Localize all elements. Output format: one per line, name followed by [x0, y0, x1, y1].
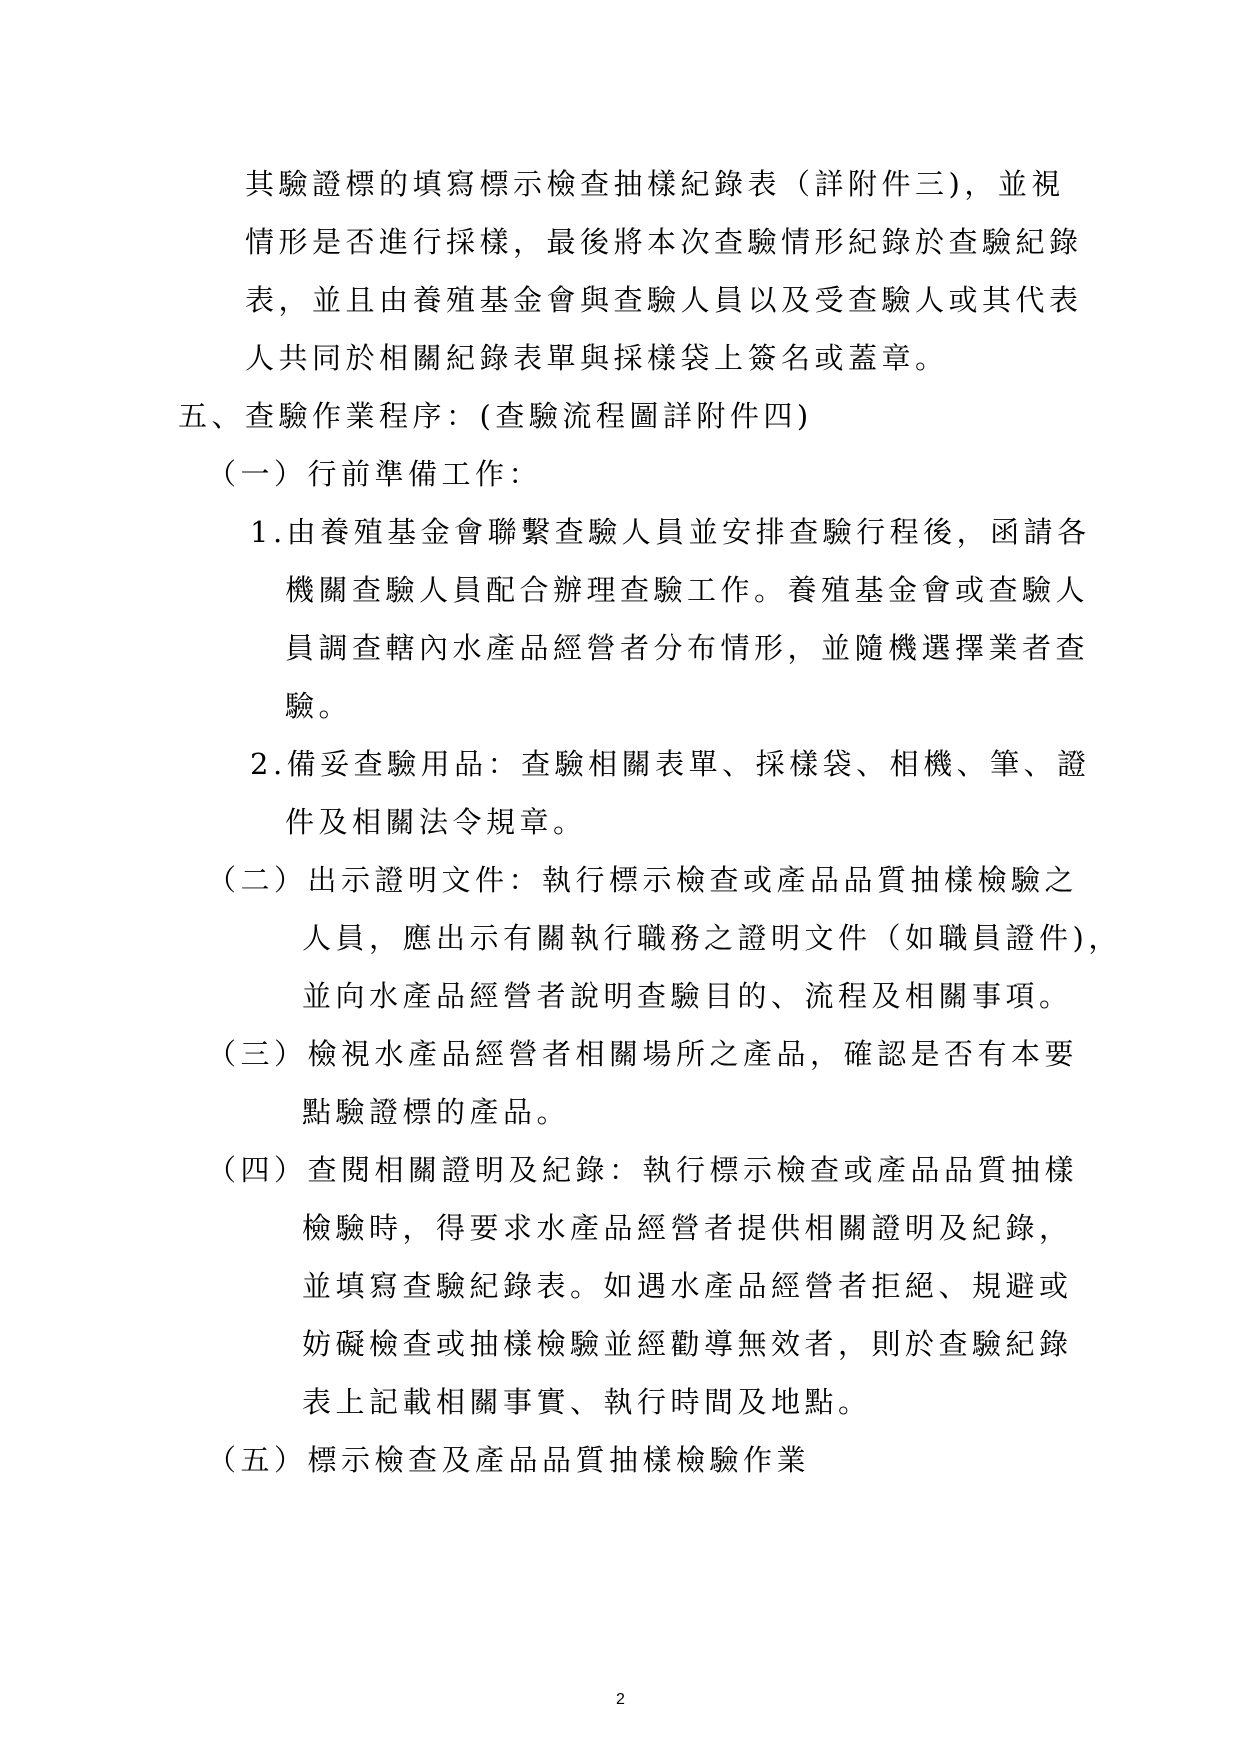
- text-line: 情形是否進行採樣，最後將本次查驗情形紀錄於查驗紀錄: [245, 225, 1083, 259]
- text-line: 驗。: [285, 689, 353, 723]
- text-line: 其驗證標的填寫標示檢查抽樣紀錄表（詳附件三)，並視: [245, 167, 1065, 201]
- text-line: 機關查驗人員配合辦理查驗工作。養殖基金會或查驗人: [285, 573, 1090, 607]
- subsection-heading: （三）檢視水產品經營者相關場所之產品，確認是否有本要: [207, 1037, 1079, 1071]
- text-line: 表上記載相關事實、執行時間及地點。: [302, 1385, 872, 1419]
- text-line: 件及相關法令規章。: [285, 805, 587, 839]
- subsection-heading: （一）行前準備工作：: [207, 457, 543, 491]
- subsection-heading: （四）查閱相關證明及紀錄：執行標示檢查或產品品質抽樣: [207, 1153, 1079, 1187]
- subsection-heading: （二）出示證明文件：執行標示檢查或產品品質抽樣檢驗之: [207, 863, 1079, 897]
- text-line: 檢驗時，得要求水產品經營者提供相關證明及紀錄，: [302, 1211, 1073, 1245]
- text-line: 點驗證標的產品。: [302, 1095, 571, 1129]
- text-line: 表，並且由養殖基金會與查驗人員以及受查驗人或其代表: [245, 283, 1083, 317]
- list-item: 1.由養殖基金會聯繫查驗人員並安排查驗行程後，函請各: [250, 515, 1091, 549]
- subsection-heading: （五）標示檢查及產品品質抽樣檢驗作業: [207, 1443, 811, 1477]
- section-heading: 五、查驗作業程序：(查驗流程圖詳附件四): [178, 399, 813, 433]
- text-line: 妨礙檢查或抽樣檢驗並經勸導無效者，則於查驗紀錄: [302, 1327, 1073, 1361]
- text-line: 人員，應出示有關執行職務之證明文件（如職員證件)，: [302, 921, 1122, 955]
- text-line: 員調查轄內水產品經營者分布情形，並隨機選擇業者查: [285, 631, 1090, 665]
- text-line: 並填寫查驗紀錄表。如遇水產品經營者拒絕、規避或: [302, 1269, 1073, 1303]
- text-line: 並向水產品經營者說明查驗目的、流程及相關事項。: [302, 979, 1073, 1013]
- text-line: 人共同於相關紀錄表單與採樣袋上簽名或蓋章。: [245, 341, 949, 375]
- list-item: 2.備妥查驗用品：查驗相關表單、採樣袋、相機、筆、證: [250, 747, 1091, 781]
- page-number: 2: [616, 1691, 625, 1708]
